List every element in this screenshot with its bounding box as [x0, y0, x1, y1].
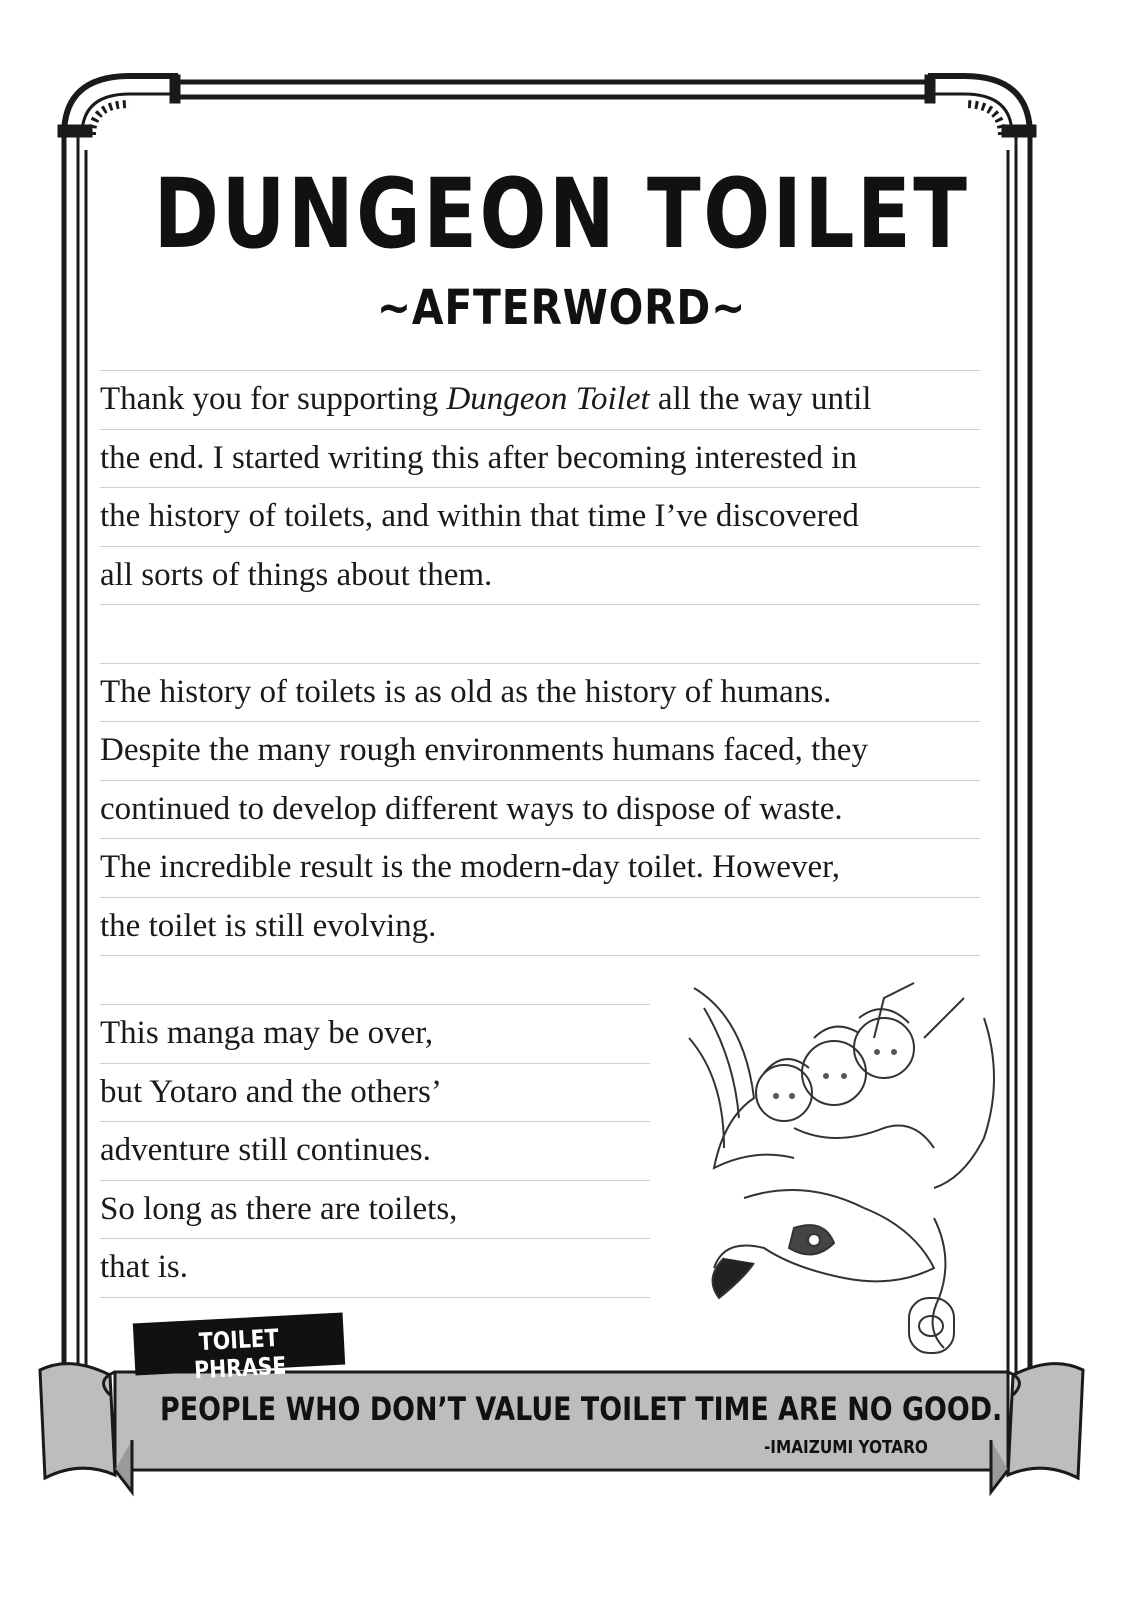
text-line: continued to develop different ways to dispose of waste.: [100, 781, 980, 840]
toilet-phrase-badge: [133, 1313, 345, 1385]
paragraph-1: [100, 371, 980, 956]
paragraph-3: [100, 1005, 650, 1298]
text-line: the end. I started writing this after becoming interested in: [100, 430, 980, 489]
banner-quote: PEOPLE WHO DON’T VALUE TOILET TIME ARE NO GOOD.: [160, 1390, 1003, 1428]
text-line: the toilet is still evolving.: [100, 898, 980, 957]
quote-attribution: -IMAIZUMI YOTARO: [764, 1437, 928, 1458]
text-line: adventure still continues.: [100, 1122, 650, 1181]
text-line: This manga may be over,: [100, 1005, 650, 1064]
page-subtitle: ~AFTERWORD~: [376, 280, 747, 336]
text-line: all sorts of things about them.: [100, 547, 980, 606]
page-title: DUNGEON TOILET: [153, 158, 970, 270]
blank-line: [100, 605, 980, 664]
text-line: Despite the many rough environments humans faced, they: [100, 722, 980, 781]
manga-illustration: [684, 978, 1014, 1358]
text-line: the history of toilets, and within that time I’ve discovered: [100, 488, 980, 547]
text-line: So long as there are toilets,: [100, 1181, 650, 1240]
text-line: that is.: [100, 1239, 650, 1298]
text-line: Thank you for supporting Dungeon Toilet all the way until: [100, 371, 980, 430]
text-line: The incredible result is the modern-day toilet. However,: [100, 839, 980, 898]
book-title: Dungeon Toilet: [446, 381, 650, 417]
text-line: The history of toilets is as old as the history of humans.: [100, 664, 980, 723]
badge-label: TOILET PHRASE: [193, 1323, 287, 1385]
text-line: but Yotaro and the others’: [100, 1064, 650, 1123]
